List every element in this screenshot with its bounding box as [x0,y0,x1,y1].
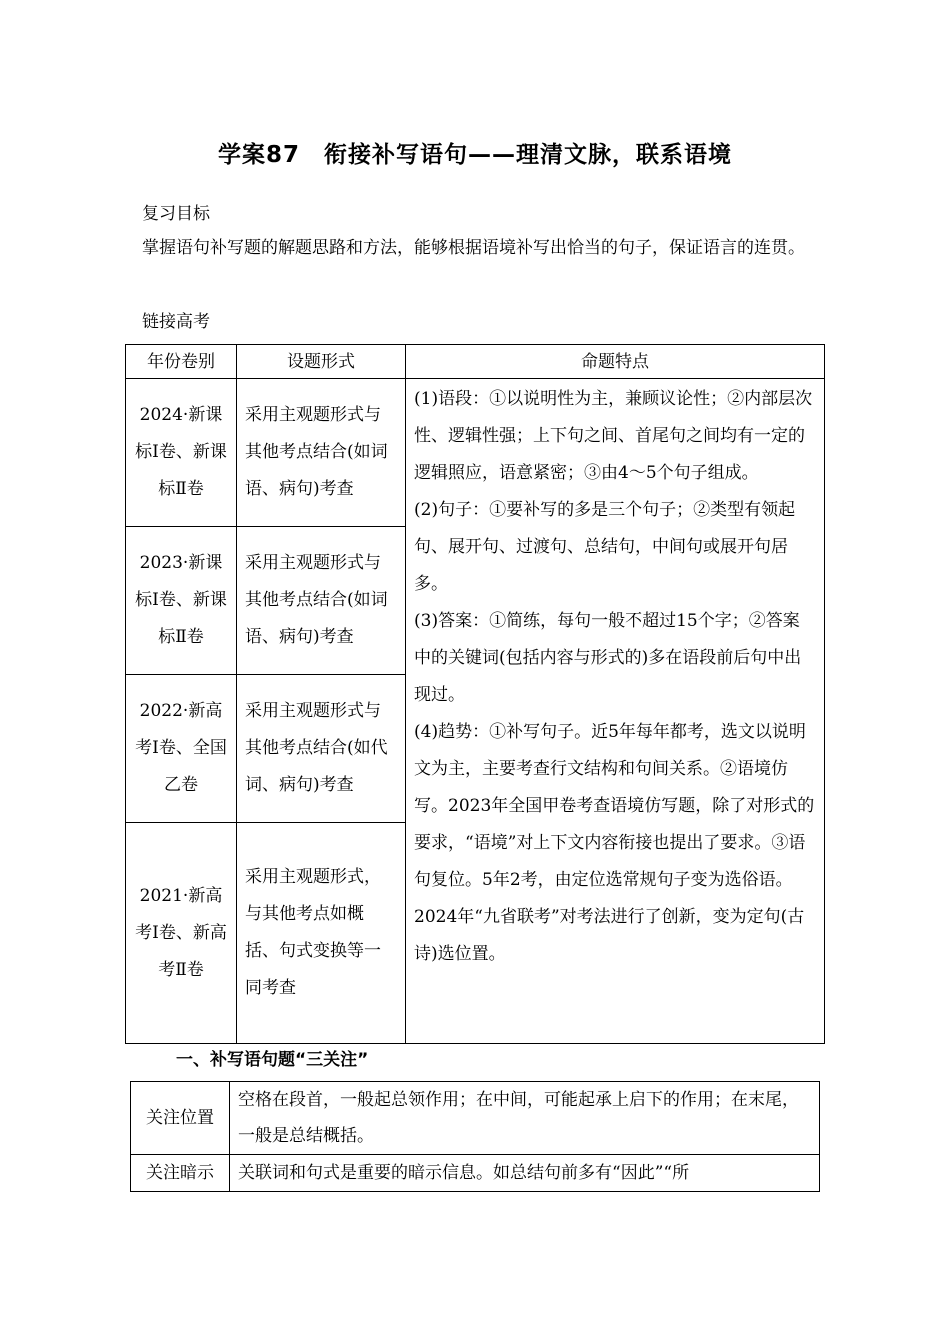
table-row [131,1082,820,1155]
feature-2: (2)句子：①要补写的多是三个句子；②类型有领起句、展开句、过渡句、总结句，中间句或展开句居多。 [414,500,796,594]
feature-1: (1)语段：①以说明性为主，兼顾议论性；②内部层次性、逻辑性强；上下句之间、首尾句之间均有一定的逻辑照应，语意紧密；③由4～5个句子组成。 [414,389,813,483]
focus-label: 关注位置 [131,1082,230,1155]
section-title: 一、补写语句题“三关注” [176,1050,369,1070]
focus-text: 关联词和句式是重要的暗示信息。如总结句前多有“因此”“所 [230,1155,820,1192]
year-cell: 2023·新课标Ⅰ卷、新课标Ⅱ卷 [126,527,237,675]
form-cell: 采用主观题形式与其他考点结合(如代词、病句)考查 [237,675,406,823]
page-title: 学案87 衔接补写语句——理清文脉，联系语境 [217,142,732,168]
header-year: 年份卷别 [126,345,237,379]
table-header-row [126,345,825,379]
focus-text: 空格在段首，一般起总领作用；在中间，可能起承上启下的作用；在末尾，一般是总结概括。 [230,1082,820,1155]
link-heading: 链接高考 [142,312,210,332]
header-form: 设题形式 [237,345,406,379]
form-cell: 采用主观题形式与其他考点结合(如词语、病句)考查 [237,527,406,675]
feature-4: (4)趋势：①补写句子。近5年每年都考，选文以说明文为主，主要考查行文结构和句间关系。②语境仿写。2023年全国甲卷考查语境仿写题，除了对形式的要求，“语境”对上下文内容衔接也提出了要求。③语句复位。5年2考，由定位选常规句子变为选俗语。2024年“九省联考”对考法进行了创新，变为定句(古诗)选位置。 [414,722,815,964]
exam-table [125,344,825,1044]
features-cell [406,379,825,1044]
focus-table [130,1081,820,1192]
year-cell: 2024·新课标Ⅰ卷、新课标Ⅱ卷 [126,379,237,527]
form-cell: 采用主观题形式与其他考点结合(如词语、病句)考查 [237,379,406,527]
header-features: 命题特点 [406,345,825,379]
table-row [131,1155,820,1192]
review-text: 掌握语句补写题的解题思路和方法，能够根据语境补写出恰当的句子，保证语言的连贯。 [142,238,805,258]
year-cell: 2021·新高考Ⅰ卷、新高考Ⅱ卷 [126,823,237,1044]
focus-label: 关注暗示 [131,1155,230,1192]
review-heading: 复习目标 [142,204,210,224]
feature-3: (3)答案：①简练，每句一般不超过15个字；②答案中的关键词(包括内容与形式的)多在语段前后句中出现过。 [414,611,802,705]
form-cell: 采用主观题形式，与其他考点如概括、句式变换等一同考查 [237,823,406,1044]
table-row [126,379,825,527]
year-cell: 2022·新高考Ⅰ卷、全国乙卷 [126,675,237,823]
